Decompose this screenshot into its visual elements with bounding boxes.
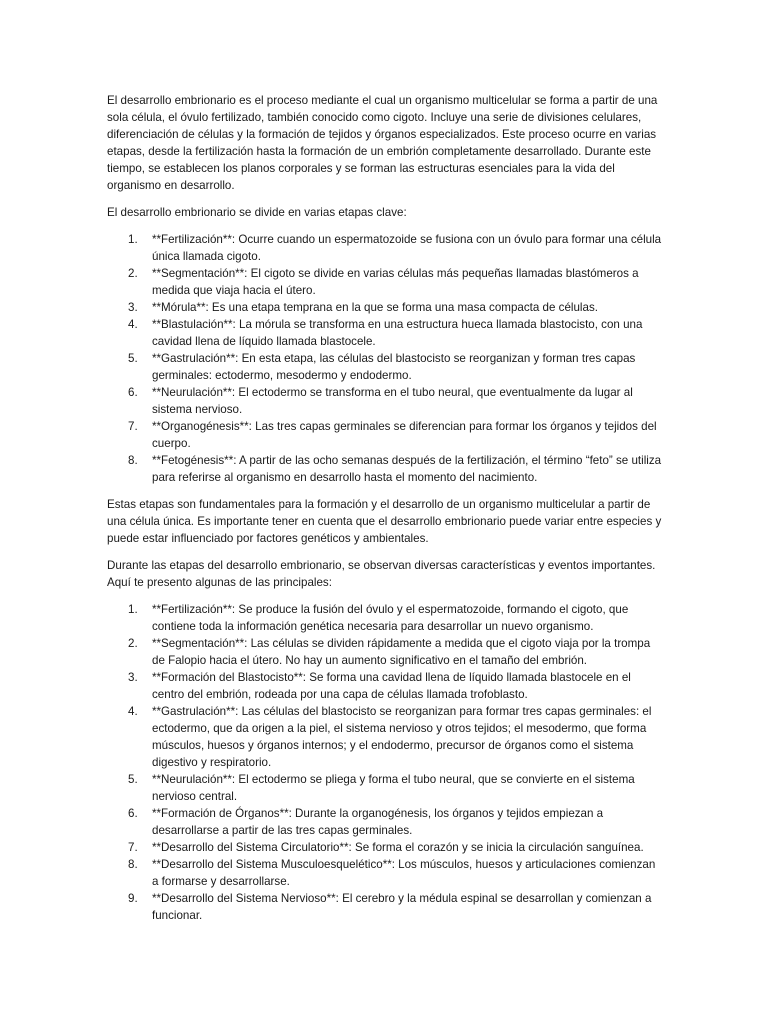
list-item-text: **Desarrollo del Sistema Musculoesquelético**: Los músculos, huesos y articulaciones comienzan a formarse y desarrollarse. [152, 858, 656, 888]
list-item [107, 771, 663, 805]
list-number: 8. [128, 454, 138, 467]
list-item [107, 856, 663, 890]
stages-summary-paragraph: Estas etapas son fundamentales para la formación y el desarrollo de un organismo multicelular a partir de una célula única. Es importante tener en cuenta que el desarrollo embrionario puede variar entre especies y puede estar influenciado por factores genéticos y ambientales. [107, 498, 662, 545]
list-number: 5. [128, 773, 138, 786]
list-number: 7. [128, 420, 138, 433]
list-number: 6. [128, 807, 138, 820]
list-number: 2. [128, 267, 138, 280]
list-item-text: **Neurulación**: El ectodermo se pliega y forma el tubo neural, que se convierte en el sistema nervioso central. [152, 773, 635, 803]
intro-paragraph: El desarrollo embrionario es el proceso mediante el cual un organismo multicelular se forma a partir de una sola célula, el óvulo fertilizado, también conocido como cigoto. Incluye una serie de divisiones celulares, diferenciación de células y la formación de tejidos y órganos especializados. Este proceso ocurre en varias etapas, desde la fertilización hasta la formación de un embrión completamente desarrollado. Durante este tiempo, se establecen los planos corporales y se forman las estructuras esenciales para la vida del organismo en desarrollo. [107, 94, 658, 192]
list-item [107, 601, 663, 635]
list-number: 9. [128, 892, 138, 905]
list-item-text: **Gastrulación**: Las células del blastocisto se reorganizan para formar tres capas germinales: el ectodermo, que da origen a la piel, el sistema nervioso y otros tejidos; el mesodermo, que forma músculos, huesos y órganos internos; y el endodermo, precursor de órganos como el sistema digestivo y respiratorio. [152, 705, 652, 769]
list-item [107, 299, 663, 316]
stages-intro-paragraph: El desarrollo embrionario se divide en varias etapas clave: [107, 206, 407, 219]
list-item [107, 635, 663, 669]
list-item-text: **Formación del Blastocisto**: Se forma una cavidad llena de líquido llamada blastocele en el centro del embrión, rodeada por una capa de células llamada trofoblasto. [152, 671, 631, 701]
list-item [107, 703, 663, 771]
list-item [107, 839, 663, 856]
list-number: 4. [128, 705, 138, 718]
list-number: 5. [128, 352, 138, 365]
list-item-text: **Desarrollo del Sistema Nervioso**: El cerebro y la médula espinal se desarrollan y comienzan a funcionar. [152, 892, 652, 922]
events-intro-paragraph: Durante las etapas del desarrollo embrionario, se observan diversas características y eventos importantes. Aquí te presento algunas de las principales: [107, 559, 656, 589]
list-item-text: **Gastrulación**: En esta etapa, las células del blastocisto se reorganizan y forman tres capas germinales: ectodermo, mesodermo y endodermo. [152, 352, 636, 382]
list-item [107, 384, 663, 418]
list-number: 4. [128, 318, 138, 331]
list-item [107, 265, 663, 299]
list-item [107, 452, 663, 486]
list-item-text: **Fertilización**: Se produce la fusión del óvulo y el espermatozoide, formando el cigoto, que contiene toda la información genética necesaria para desarrollar un nuevo organismo. [152, 603, 629, 633]
list-number: 3. [128, 301, 138, 314]
list-item-text: **Segmentación**: Las células se dividen rápidamente a medida que el cigoto viaja por la trompa de Falopio hacia el útero. No hay un aumento significativo en el tamaño del embrión. [152, 637, 651, 667]
list-number: 1. [128, 233, 138, 246]
list-item-text: **Fetogénesis**: A partir de las ocho semanas después de la fertilización, el término “feto” se utiliza para referirse al organismo en desarrollo hasta el momento del nacimiento. [152, 454, 662, 484]
list-item [107, 890, 663, 924]
list-item [107, 231, 663, 265]
list-item [107, 350, 663, 384]
list-number: 8. [128, 858, 138, 871]
list-item-text: **Neurulación**: El ectodermo se transforma en el tubo neural, que eventualmente da lugar al sistema nervioso. [152, 386, 633, 416]
list-item [107, 316, 663, 350]
stages-list [107, 231, 663, 486]
list-item-text: **Blastulación**: La mórula se transforma en una estructura hueca llamada blastocisto, con una cavidad llena de líquido llamada blastocele. [152, 318, 643, 348]
list-number: 6. [128, 386, 138, 399]
list-item [107, 669, 663, 703]
document-page [107, 92, 663, 934]
list-item-text: **Formación de Órganos**: Durante la organogénesis, los órganos y tejidos empiezan a desarrollarse a partir de las tres capas germinales. [152, 807, 604, 837]
list-item-text: **Segmentación**: El cigoto se divide en varias células más pequeñas llamadas blastómeros a medida que viaja hacia el útero. [152, 267, 639, 297]
list-number: 3. [128, 671, 138, 684]
list-item-text: **Desarrollo del Sistema Circulatorio**: Se forma el corazón y se inicia la circulación sanguínea. [152, 841, 644, 854]
list-number: 7. [128, 841, 138, 854]
list-number: 1. [128, 603, 138, 616]
list-item-text: **Fertilización**: Ocurre cuando un espermatozoide se fusiona con un óvulo para formar una célula única llamada cigoto. [152, 233, 662, 263]
list-item-text: **Mórula**: Es una etapa temprana en la que se forma una masa compacta de células. [152, 301, 598, 314]
events-list [107, 601, 663, 924]
list-number: 2. [128, 637, 138, 650]
list-item [107, 805, 663, 839]
list-item-text: **Organogénesis**: Las tres capas germinales se diferencian para formar los órganos y tejidos del cuerpo. [152, 420, 657, 450]
list-item [107, 418, 663, 452]
